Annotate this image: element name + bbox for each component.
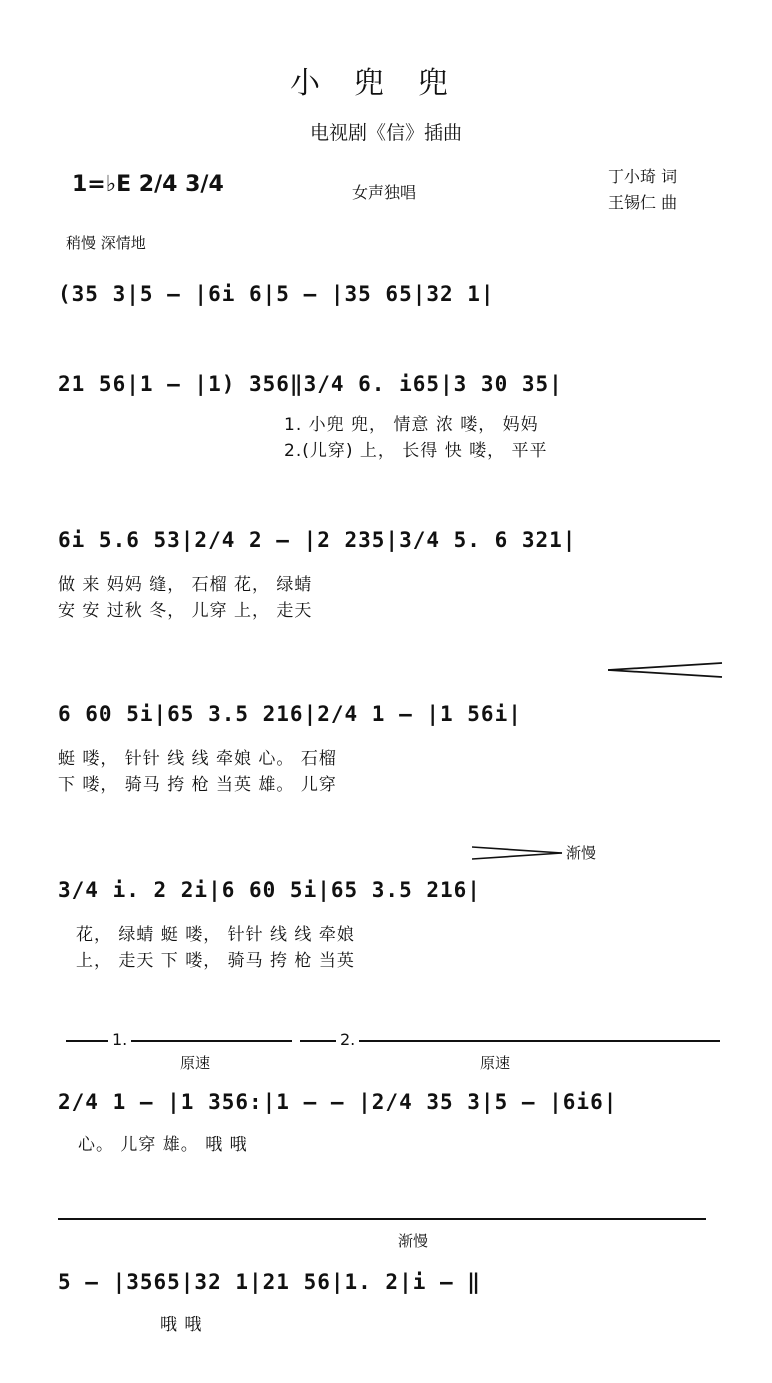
phrase-slur-line	[58, 1218, 706, 1220]
key-signature: 1=♭E 2/4 3/4	[72, 172, 224, 197]
tempo-marking: 渐慢	[566, 844, 597, 862]
notation-line: 2/4 1 — |1 356:|1 — — |2/4 35 3|5 — |6i6|	[58, 1090, 618, 1114]
song-subtitle: 电视剧《信》插曲	[309, 122, 462, 144]
lyrics-line-verse-2: 上， 走天 下 喽， 骑马 挎 枪 当英	[76, 951, 355, 971]
decrescendo-hairpin	[472, 844, 564, 862]
volta-label-1: 1.	[108, 1030, 131, 1049]
tempo-marking: 原速	[480, 1054, 511, 1072]
notation-line: 3/4 i. 2 2i|6 60 5i|65 3.5 216|	[58, 878, 481, 902]
song-title: 小兜兜	[290, 66, 482, 101]
volta-bracket-1	[66, 1040, 292, 1042]
notation-line: 6i 5.6 53|2/4 2 — |2 235|3/4 5. 6 321|	[58, 528, 577, 552]
notation-line: 21 56|1 — |1) 356‖3/4 6. i65|3 30 35|	[58, 372, 563, 396]
lyrics-line-verse-2: 2.(儿穿) 上， 长得 快 喽， 平平	[284, 441, 548, 461]
notation-line: 5 — |3565|32 1|21 56|1. 2|i — ‖	[58, 1270, 481, 1294]
lyrics-line-verse-1: 蜓 喽， 针针 线 线 牵娘 心。 石榴	[58, 749, 337, 769]
composer-credit: 王锡仁 曲	[608, 193, 678, 212]
lyrics-line-verse-1: 1. 小兜 兜， 情意 浓 喽， 妈妈	[284, 415, 539, 435]
volta-bracket-2	[300, 1040, 720, 1042]
lyrics-line: 哦 哦	[160, 1315, 203, 1335]
volta-label-2: 2.	[336, 1030, 359, 1049]
performance-note: 女声独唱	[352, 183, 417, 202]
lyrics-line: 心。 儿穿 雄。 哦 哦	[78, 1135, 248, 1155]
crescendo-hairpin	[608, 660, 724, 680]
notation-line: (35 3|5 — |6i 6|5 — |35 65|32 1|	[58, 282, 495, 306]
lyrics-line-verse-1: 花， 绿蜻 蜓 喽， 针针 线 线 牵娘	[76, 925, 355, 945]
tempo-marking: 原速	[180, 1054, 211, 1072]
lyrics-line-verse-1: 做 来 妈妈 缝， 石榴 花， 绿蜻	[58, 575, 313, 595]
lyricist-credit: 丁小琦 词	[608, 167, 678, 186]
lyrics-line-verse-2: 安 安 过秋 冬， 儿穿 上， 走天	[58, 601, 313, 621]
tempo-marking: 稍慢 深情地	[66, 234, 146, 252]
lyrics-line-verse-2: 下 喽， 骑马 挎 枪 当英 雄。 儿穿	[58, 775, 337, 795]
notation-line: 6 60 5i|65 3.5 216|2/4 1 — |1 56i|	[58, 702, 522, 726]
tempo-marking: 渐慢	[398, 1232, 429, 1250]
